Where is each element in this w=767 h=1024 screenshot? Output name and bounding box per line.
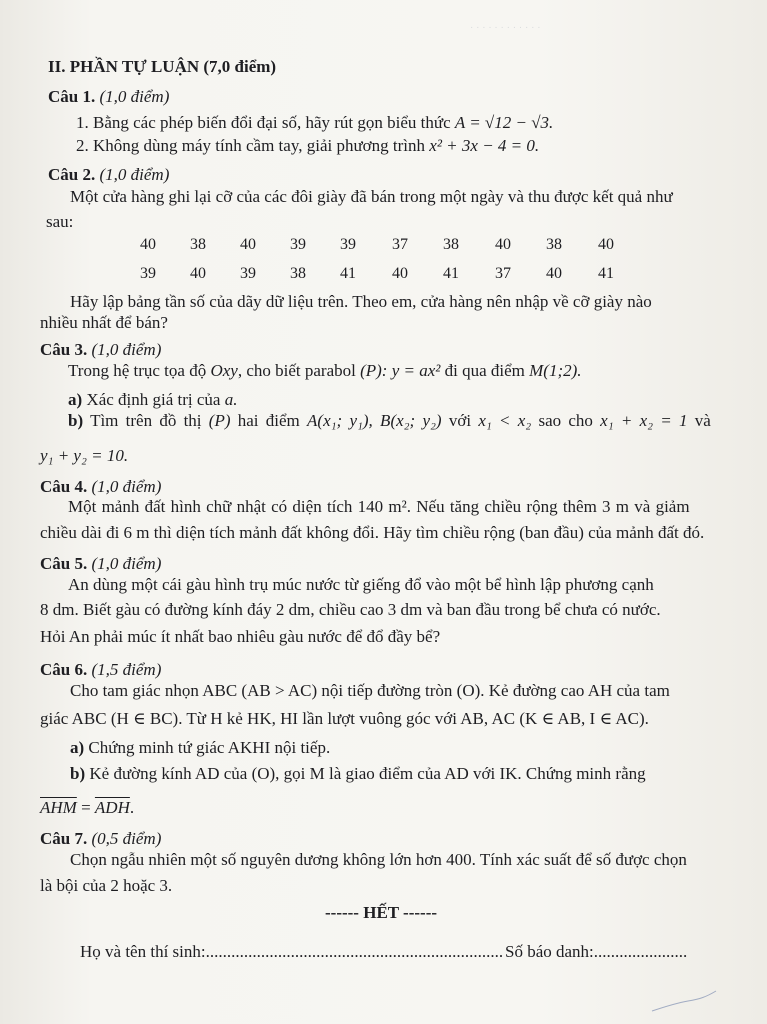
q6-label: Câu 6. [40, 660, 88, 679]
q7-line1: Chọn ngẫu nhiên một số nguyên dương không lớn hơn 400. Tính xác suất để số được chọn [70, 850, 687, 869]
q6-a-text: Chứng minh tứ giác AKHI nội tiếp. [88, 738, 331, 757]
q3-b-label: b) [68, 411, 84, 430]
q6-angle-equation [40, 798, 134, 818]
q6-a-label: a) [70, 738, 85, 757]
q5-line1: An dùng một cái gàu hình trụ múc nước từ giếng đổ vào một bể hình lập phương cạnh [68, 575, 654, 594]
q3-a-label: a) [68, 390, 83, 409]
q7-heading [40, 829, 161, 849]
angle-equals: = [76, 798, 95, 817]
q1-points: (1,0 điểm) [99, 87, 170, 106]
q5-line3: Hỏi An phải múc ít nhất bao nhiêu gàu nước để đổ đầy bể? [40, 627, 441, 646]
data-value: 41 [598, 265, 614, 282]
q3-line1-text-a: Trong hệ trục tọa độ [68, 361, 207, 380]
q3-line1-oxy: Oxy [210, 361, 238, 380]
q3-b-text5: và [694, 411, 711, 430]
q5-label: Câu 5. [40, 554, 88, 573]
q4-label: Câu 4. [40, 477, 88, 496]
q3-b-math5: y₁ + y₂ = 10. [40, 446, 129, 465]
q3-parabol-eq: (P): y = ax² [360, 361, 441, 380]
data-value: 38 [546, 236, 562, 253]
q1-part1-math: A = √12 − √3. [454, 113, 554, 132]
q6-b-text: Kẻ đường kính AD của (O), gọi M là giao điểm của AD với IK. Chứng minh rằng [89, 764, 646, 783]
candidate-name-field: Họ và tên thí sinh:...................................................................... [80, 942, 504, 961]
q3-part-a [68, 390, 237, 410]
angle-period: . [129, 798, 135, 817]
pen-mark [650, 985, 720, 1015]
bleed-through-text: · · · · · · · · · · · · [470, 22, 541, 33]
data-value: 40 [598, 236, 614, 253]
q3-line1-text-b: , cho biết parabol [237, 361, 356, 380]
q1-part2 [76, 136, 539, 156]
data-value: 41 [340, 265, 356, 282]
data-value: 40 [140, 236, 156, 253]
q1-label: Câu 1. [48, 87, 96, 106]
q4-line2: chiều dài đi 6 m thì diện tích mảnh đất không đổi. Hãy tìm chiều rộng (ban đầu) của mảnh đất đó. [40, 523, 705, 542]
q6-points: (1,5 điểm) [91, 660, 162, 679]
q3-b-text2: hai điểm [237, 411, 300, 430]
q1-part1 [76, 113, 553, 133]
q3-b-text3: với [448, 411, 472, 430]
data-value: 39 [290, 236, 306, 253]
data-value: 38 [290, 265, 306, 282]
q6-heading [40, 660, 161, 680]
q3-heading [40, 340, 161, 360]
angle-adh: $\overline{ADH}$ [94, 798, 130, 817]
section-title: II. PHẦN TỰ LUẬN (7,0 điểm) [48, 57, 277, 76]
data-value: 38 [443, 236, 459, 253]
data-value: 39 [140, 265, 156, 282]
q2-line3: Hãy lập bảng tần số của dãy dữ liệu trên. Theo em, cửa hàng nên nhập về cỡ giày nào [70, 292, 652, 311]
q2-line1: Một cửa hàng ghi lại cỡ của các đôi giày đã bán trong một ngày và thu được kết quả như [70, 187, 673, 206]
data-value: 37 [495, 265, 511, 282]
q4-heading [40, 477, 161, 497]
q6-part-a [70, 738, 330, 758]
q3-line1-text-c: đi qua điểm [444, 361, 525, 380]
q7-label: Câu 7. [40, 829, 88, 848]
q3-b-text1: Tìm trên đồ thị [90, 411, 202, 430]
candidate-id-field: Số báo danh:...................... [505, 942, 688, 961]
data-value: 40 [392, 265, 408, 282]
q3-point-m: M(1;2). [529, 361, 582, 380]
q1-part2-math: x² + 3x − 4 = 0. [429, 136, 540, 155]
q1-part2-text: 2. Không dùng máy tính cầm tay, giải phương trình [76, 136, 426, 155]
q4-line1: Một mảnh đất hình chữ nhật có diện tích 140 m². Nếu tăng chiều rộng thêm 3 m và giảm [68, 497, 690, 516]
data-value: 38 [190, 236, 206, 253]
q5-heading [40, 554, 161, 574]
q3-part-b [68, 411, 711, 431]
q3-b-math1: (P) [208, 411, 231, 430]
q7-line2: là bội của 2 hoặc 3. [40, 876, 173, 895]
q2-line2: sau: [46, 212, 74, 231]
data-value: 40 [495, 236, 511, 253]
q3-line1 [68, 361, 582, 381]
q6-line1: Cho tam giác nhọn ABC (AB > AC) nội tiếp đường tròn (O). Kẻ đường cao AH của tam [70, 681, 670, 700]
data-value: 39 [340, 236, 356, 253]
q6-b-label: b) [70, 764, 86, 783]
q7-points: (0,5 điểm) [91, 829, 162, 848]
q1-part1-text: 1. Bằng các phép biến đổi đại số, hãy rút gọn biểu thức [76, 113, 451, 132]
q3-a-text: Xác định giá trị của [86, 390, 221, 409]
q3-b-text4: sao cho [538, 411, 593, 430]
q6-part-b [70, 764, 646, 784]
data-value: 40 [190, 265, 206, 282]
q3-b-math3: x₁ < x₂ [478, 411, 532, 430]
q2-heading [48, 165, 169, 185]
q3-a-math: a. [224, 390, 238, 409]
angle-ahm: $\overline{AHM}$ [40, 798, 77, 817]
q3-label: Câu 3. [40, 340, 88, 359]
q5-line2: 8 dm. Biết gàu có đường kính đáy 2 dm, chiều cao 3 dm và ban đầu trong bể chưa có nước. [40, 600, 661, 619]
q2-points: (1,0 điểm) [99, 165, 170, 184]
q4-points: (1,0 điểm) [91, 477, 162, 496]
data-value: 40 [240, 236, 256, 253]
q5-points: (1,0 điểm) [91, 554, 162, 573]
q3-points: (1,0 điểm) [91, 340, 162, 359]
q2-label: Câu 2. [48, 165, 96, 184]
q3-b-math4: x₁ + x₂ = 1 [600, 411, 688, 430]
data-value: 39 [240, 265, 256, 282]
data-value: 40 [546, 265, 562, 282]
q3-b-math2: A(x₁; y₁), B(x₂; y₂) [307, 411, 442, 430]
data-value: 41 [443, 265, 459, 282]
q6-line2: giác ABC (H ∈ BC). Từ H kẻ HK, HI lần lượt vuông góc với AB, AC (K ∈ AB, I ∈ AC). [40, 709, 649, 728]
end-marker: ------ HẾT ------ [325, 903, 438, 922]
q1-heading [48, 87, 169, 107]
data-value: 37 [392, 236, 408, 253]
q2-line4: nhiều nhất để bán? [40, 313, 168, 332]
